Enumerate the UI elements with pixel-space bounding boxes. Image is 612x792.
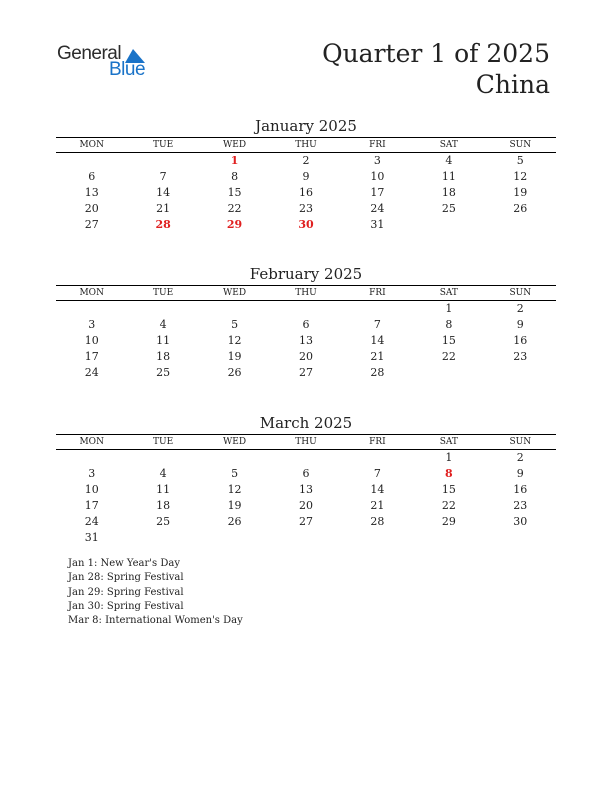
week-row	[56, 365, 556, 381]
weekday-header-row	[56, 138, 556, 152]
day-cell: 28	[370, 515, 385, 528]
day-cell: 28	[370, 366, 385, 379]
day-cell: 15	[227, 186, 242, 199]
title-country: China	[475, 70, 550, 99]
week-row	[56, 333, 556, 349]
holiday-day-cell: 30	[298, 218, 314, 231]
day-cell: 13	[298, 483, 313, 496]
day-cell: 13	[84, 186, 99, 199]
week-row	[56, 317, 556, 333]
weekday-header: TUE	[153, 140, 174, 150]
weekday-header: TUE	[153, 437, 174, 447]
day-cell: 7	[373, 318, 381, 331]
day-cell: 6	[88, 170, 96, 183]
holiday-note: Jan 28: Spring Festival	[68, 572, 184, 584]
day-cell: 10	[84, 483, 99, 496]
month-calendar-february	[56, 264, 556, 381]
week-row	[56, 169, 556, 185]
day-cell: 9	[516, 467, 524, 480]
weekday-header: MON	[79, 288, 104, 298]
day-cell: 17	[370, 186, 385, 199]
day-cell: 29	[441, 515, 456, 528]
day-cell: 25	[156, 515, 171, 528]
day-cell: 10	[84, 334, 99, 347]
day-cell: 5	[231, 467, 239, 480]
day-cell: 27	[84, 218, 99, 231]
day-cell: 5	[231, 318, 239, 331]
month-title: February 2025	[249, 265, 363, 283]
day-cell	[199, 530, 270, 546]
week-row	[56, 153, 556, 169]
day-cell: 22	[441, 350, 456, 363]
day-cell: 25	[441, 202, 456, 215]
month-title: March 2025	[259, 414, 353, 432]
day-cell: 12	[513, 170, 528, 183]
weekday-header: WED	[223, 288, 247, 298]
weekday-header: SAT	[439, 140, 458, 150]
day-cell: 11	[156, 334, 171, 347]
day-cell: 12	[227, 483, 242, 496]
weekday-header: FRI	[369, 437, 386, 447]
day-cell: 26	[227, 366, 242, 379]
day-cell: 17	[84, 499, 99, 512]
day-cell: 22	[227, 202, 242, 215]
day-cell	[56, 301, 127, 317]
day-cell	[342, 530, 413, 546]
day-cell: 2	[302, 154, 310, 167]
day-cell	[485, 530, 556, 546]
day-cell: 15	[441, 483, 456, 496]
weekday-header: THU	[295, 437, 317, 447]
week-row	[56, 514, 556, 530]
week-row	[56, 301, 556, 317]
day-cell: 20	[84, 202, 99, 215]
holiday-note: Mar 8: International Women's Day	[68, 615, 243, 627]
day-cell	[485, 217, 556, 233]
day-cell	[485, 365, 556, 381]
weekday-header: TUE	[153, 288, 174, 298]
day-cell	[127, 153, 198, 169]
weekday-header: THU	[295, 140, 317, 150]
day-cell: 4	[159, 318, 167, 331]
day-cell: 7	[373, 467, 381, 480]
day-cell: 27	[298, 515, 313, 528]
holiday-note: Jan 30: Spring Festival	[68, 600, 184, 612]
day-cell	[342, 450, 413, 466]
holiday-day-cell: 28	[155, 218, 171, 231]
day-cell	[413, 530, 484, 546]
day-cell: 5	[516, 154, 524, 167]
day-cell: 22	[441, 499, 456, 512]
day-cell: 23	[298, 202, 313, 215]
week-row	[56, 217, 556, 233]
day-cell	[270, 301, 341, 317]
weekday-header: SAT	[439, 288, 458, 298]
day-cell	[342, 301, 413, 317]
day-cell: 8	[231, 170, 239, 183]
week-row	[56, 201, 556, 217]
day-cell: 21	[370, 350, 385, 363]
holiday-notes	[68, 557, 243, 628]
day-cell: 20	[298, 499, 313, 512]
day-cell: 20	[298, 350, 313, 363]
day-cell	[270, 450, 341, 466]
day-cell: 16	[298, 186, 313, 199]
day-cell	[127, 530, 198, 546]
weekday-header: MON	[79, 140, 104, 150]
holiday-day-cell: 1	[230, 154, 239, 167]
weekday-header-row	[56, 435, 556, 449]
day-cell: 2	[516, 451, 524, 464]
day-cell	[56, 153, 127, 169]
week-row	[56, 466, 556, 482]
day-cell: 11	[441, 170, 456, 183]
weekday-header-row	[56, 286, 556, 300]
holiday-note: Jan 1: New Year's Day	[68, 558, 180, 569]
day-cell: 21	[156, 202, 171, 215]
holiday-day-cell: 29	[226, 218, 243, 231]
day-cell: 24	[84, 515, 99, 528]
weekday-header: SUN	[509, 288, 532, 298]
holiday-day-cell: 8	[445, 467, 453, 480]
weekday-header: THU	[295, 288, 317, 298]
day-cell	[270, 530, 341, 546]
weekday-header: SUN	[509, 437, 532, 447]
day-cell: 27	[298, 366, 313, 379]
day-cell: 19	[227, 350, 242, 363]
title-quarter: Quarter 1 of 2025	[322, 39, 550, 68]
weekday-header: SAT	[439, 437, 458, 447]
day-cell: 26	[513, 202, 528, 215]
month-calendar-january	[56, 116, 556, 233]
day-cell: 17	[84, 350, 99, 363]
day-cell: 1	[445, 451, 453, 464]
weekday-header: WED	[223, 140, 247, 150]
week-row	[56, 498, 556, 514]
day-cell: 7	[159, 170, 167, 183]
day-cell: 4	[159, 467, 167, 480]
day-cell: 24	[84, 366, 99, 379]
day-cell: 23	[513, 350, 528, 363]
day-cell: 2	[516, 302, 524, 315]
day-cell	[413, 217, 484, 233]
day-cell: 18	[156, 499, 171, 512]
day-cell: 31	[370, 218, 385, 231]
week-row	[56, 530, 556, 546]
day-cell: 6	[302, 467, 310, 480]
day-cell: 1	[445, 302, 453, 315]
day-cell: 18	[156, 350, 171, 363]
day-cell: 3	[88, 318, 96, 331]
day-cell	[56, 450, 127, 466]
week-row	[56, 482, 556, 498]
week-row	[56, 450, 556, 466]
logo-text-blue: Blue	[109, 59, 146, 80]
day-cell: 21	[370, 499, 385, 512]
day-cell: 23	[513, 499, 528, 512]
week-row	[56, 185, 556, 201]
day-cell: 15	[441, 334, 456, 347]
day-cell: 12	[227, 334, 242, 347]
day-cell	[127, 450, 198, 466]
day-cell: 14	[156, 186, 171, 199]
day-cell: 19	[227, 499, 242, 512]
day-cell	[199, 301, 270, 317]
weekday-header: MON	[79, 437, 104, 447]
day-cell: 9	[516, 318, 524, 331]
weekday-header: SUN	[509, 140, 532, 150]
day-cell	[199, 450, 270, 466]
day-cell: 18	[441, 186, 456, 199]
weekday-header: FRI	[369, 288, 386, 298]
weekday-header: FRI	[369, 140, 386, 150]
day-cell: 24	[370, 202, 385, 215]
month-calendar-march	[56, 413, 556, 546]
day-cell: 13	[298, 334, 313, 347]
day-cell: 16	[513, 334, 528, 347]
day-cell: 8	[445, 318, 453, 331]
day-cell	[127, 301, 198, 317]
day-cell	[413, 365, 484, 381]
day-cell: 3	[373, 154, 381, 167]
day-cell: 26	[227, 515, 242, 528]
day-cell: 30	[513, 515, 528, 528]
weekday-header: WED	[223, 437, 247, 447]
day-cell: 31	[84, 531, 99, 544]
week-row	[56, 349, 556, 365]
day-cell: 3	[88, 467, 96, 480]
brand-logo	[57, 43, 167, 83]
holiday-note: Jan 29: Spring Festival	[68, 586, 184, 598]
day-cell: 9	[302, 170, 310, 183]
day-cell: 14	[370, 483, 385, 496]
day-cell: 14	[370, 334, 385, 347]
day-cell: 6	[302, 318, 310, 331]
page-title	[322, 38, 550, 100]
day-cell: 4	[445, 154, 453, 167]
month-title: January 2025	[255, 117, 357, 135]
day-cell: 19	[513, 186, 528, 199]
day-cell: 11	[156, 483, 171, 496]
day-cell: 10	[370, 170, 385, 183]
day-cell: 16	[513, 483, 528, 496]
day-cell: 25	[156, 366, 171, 379]
logo-text-general: General	[57, 43, 122, 64]
